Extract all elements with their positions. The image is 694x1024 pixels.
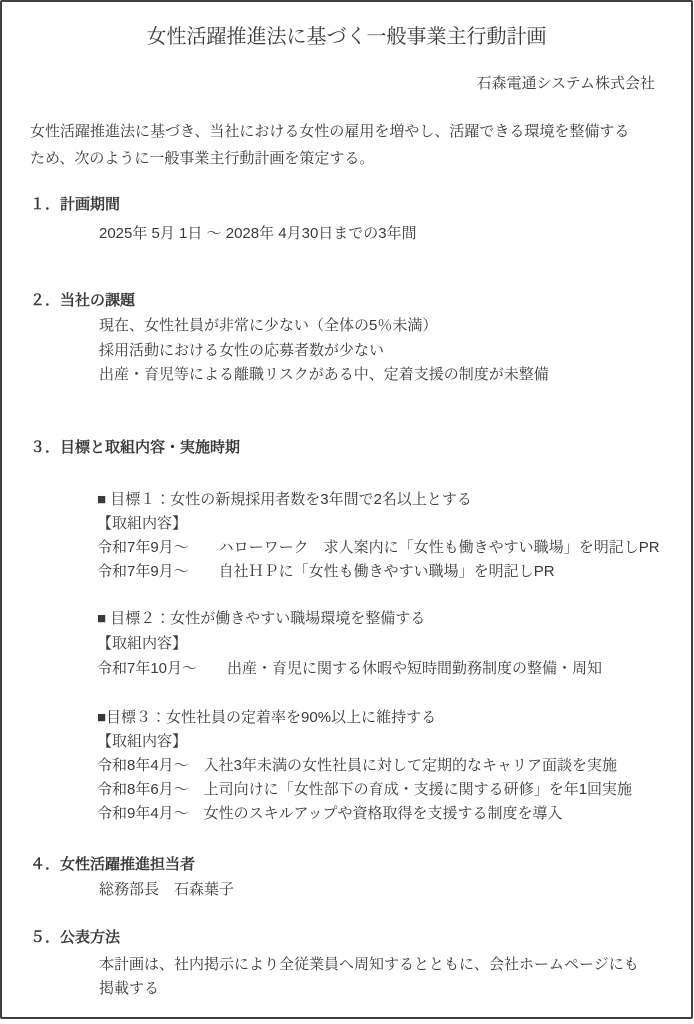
section-5-content bbox=[99, 953, 639, 1000]
section-5-heading: ５．公表方法 bbox=[30, 929, 121, 946]
goal-1-label: 【取組内容】 bbox=[97, 515, 188, 532]
goal-3-item-2: 令和8年6月～ 上司向けに「女性部下の育成・支援に関する研修」を年1回実施 bbox=[97, 781, 633, 798]
issue-line-1: 現在、女性社員が非常に少ない（全体の5％未満） bbox=[99, 317, 438, 334]
goal-2-item-1: 令和7年10月～ 出産・育児に関する休暇や短時間勤務制度の整備・周知 bbox=[97, 660, 603, 677]
section-2-content bbox=[99, 314, 549, 388]
document-title: 女性活躍推進法に基づく一般事業主行動計画 bbox=[146, 26, 547, 48]
goal-1-title: ■ 目標１：女性の新規採用者数を3年間で2名以上とする bbox=[97, 491, 472, 508]
section-4-heading: ４．女性活躍推進担当者 bbox=[30, 856, 196, 873]
section-1-heading: １．計画期間 bbox=[30, 196, 121, 213]
goal-3-block bbox=[97, 706, 632, 826]
manager-line: 総務部長 石森葉子 bbox=[99, 881, 235, 898]
section-1-content bbox=[99, 222, 417, 247]
intro-paragraph bbox=[30, 118, 629, 172]
section-4-content bbox=[99, 878, 234, 903]
section-2-heading: ２．当社の課題 bbox=[30, 292, 136, 309]
plan-period-line: 2025年 5月 1日 ～ 2028年 4月30日までの3年間 bbox=[99, 225, 417, 242]
goal-2-title: ■ 目標２：女性が働きやすい職場環境を整備する bbox=[97, 610, 426, 627]
goal-2-label: 【取組内容】 bbox=[97, 635, 188, 652]
intro-line-1: 女性活躍推進法に基づき、当社における女性の雇用を増やし、活躍できる環境を整備する bbox=[30, 123, 630, 140]
publication-line-1: 本計画は、社内掲示により全従業員へ周知するとともに、会社ホームページにも bbox=[99, 956, 639, 973]
section-3-heading: ３．目標と取組内容・実施時期 bbox=[30, 439, 241, 456]
issue-line-2: 採用活動における女性の応募者数が少ない bbox=[99, 341, 385, 359]
goal-3-title: ■目標３：女性社員の定着率を90%以上に維持する bbox=[97, 709, 437, 726]
goal-3-item-1: 令和8年4月～ 入社3年未満の女性社員に対して定期的なキャリア面談を実施 bbox=[97, 757, 618, 774]
goal-1-item-1: 令和7年9月～ ハローワーク 求人案内に「女性も働きやすい職場」を明記しPR bbox=[97, 539, 660, 556]
goal-3-item-3: 令和9年4月～ 女性のスキルアップや資格取得を支援する制度を導入 bbox=[97, 805, 563, 822]
issue-line-3: 出産・育児等による離職リスクがある中、定着支援の制度が未整備 bbox=[99, 366, 549, 383]
goal-3-label: 【取組内容】 bbox=[97, 733, 188, 750]
goal-1-block bbox=[97, 488, 660, 584]
goal-2-block bbox=[97, 606, 602, 681]
intro-line-2: ため、次のように一般事業主行動計画を策定する。 bbox=[30, 150, 375, 167]
company-name: 石森電通システム株式会社 bbox=[476, 75, 655, 92]
publication-line-2: 掲載する bbox=[99, 979, 160, 997]
goal-1-item-2: 令和7年9月～ 自社ＨＰに「女性も働きやすい職場」を明記しPR bbox=[97, 563, 555, 580]
